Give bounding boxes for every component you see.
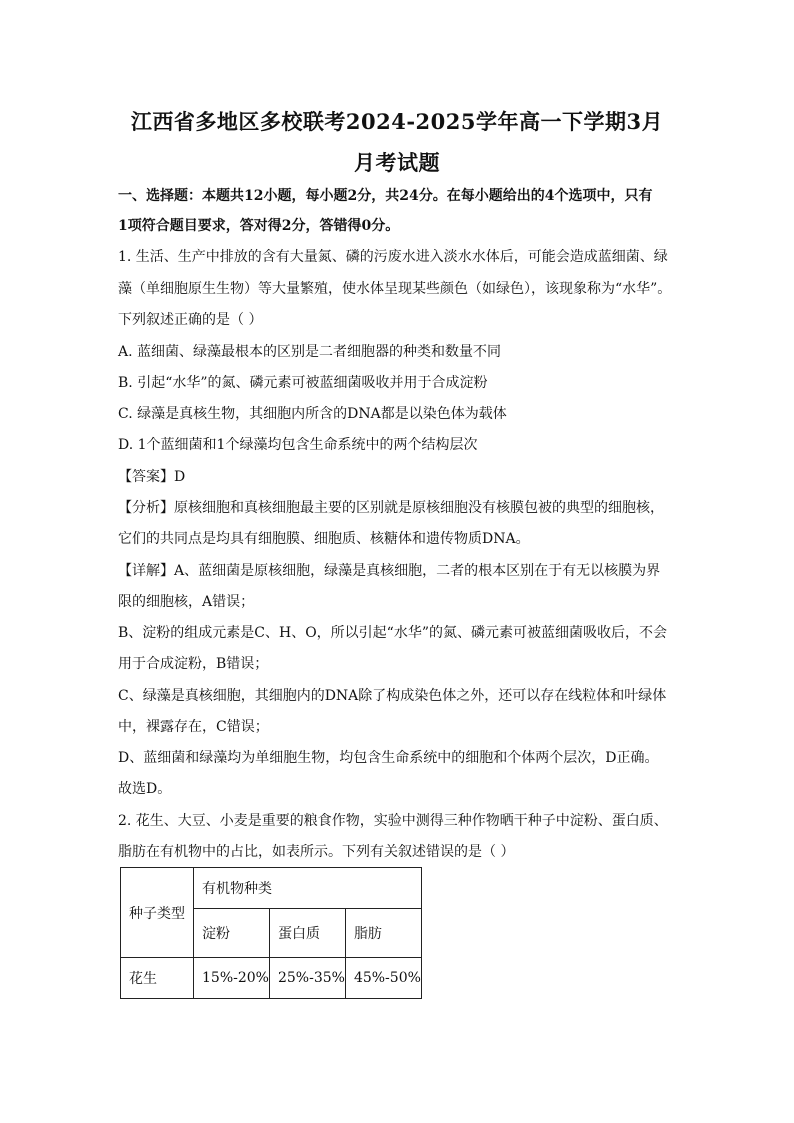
q1-answer: 【答案】D [118,469,186,485]
table-group-header: 有机物种类 [194,868,422,909]
table-cell: 15%-20% [194,958,270,999]
section-heading-line2: 1项符合题目要求，答对得2分，答错得0分。 [118,218,400,234]
q1-detail-line: 用于合成淀粉，B错误； [118,656,269,672]
seed-composition-table [120,867,422,999]
q1-stem-line: 下列叙述正确的是（ ） [118,312,263,328]
q1-detail-line: 故选D。 [118,781,172,797]
exam-title-line1: 江西省多地区多校联考2024-2025学年高一下学期3月 [130,109,664,134]
q2-stem-line: 2. 花生、大豆、小麦是重要的粮食作物，实验中测得三种作物晒干种子中淀粉、蛋白质、 [118,813,668,829]
q1-detail-line: 中，裸露存在，C错误； [118,719,269,735]
q1-option-d: D. 1个蓝细菌和1个绿藻均包含生命系统中的两个结构层次 [118,437,478,453]
q1-analysis-line: 它们的共同点是均具有细胞膜、细胞质、核糖体和遗传物质DNA。 [118,531,530,547]
table-column-header: 淀粉 [194,909,270,958]
exam-title-line2: 月考试题 [354,150,440,175]
q1-analysis-line: 【分析】原核细胞和真核细胞最主要的区别就是原核细胞没有核膜包被的典型的细胞核， [118,500,664,516]
q1-option-b: B. 引起“水华”的氮、磷元素可被蓝细菌吸收并用于合成淀粉 [118,375,488,391]
q1-detail-line: 【详解】A、蓝细菌是原核细胞，绿藻是真核细胞，二者的根本区别在于有无以核膜为界 [118,563,661,579]
q1-option-a: A. 蓝细菌、绿藻最根本的区别是二者细胞器的种类和数量不同 [118,344,502,360]
q2-stem-line: 脂肪在有机物中的占比，如表所示。下列有关叙述错误的是（ ） [118,844,515,860]
section-heading-line1: 一、选择题：本题共12小题，每小题2分，共24分。在每小题给出的4个选项中，只有 [118,188,653,204]
q1-detail-line: 限的细胞核，A错误； [118,594,255,610]
table-row [121,958,422,999]
table-column-header: 蛋白质 [269,909,345,958]
table-row-label: 花生 [121,958,194,999]
q1-detail-line: D、蓝细菌和绿藻均为单细胞生物，均包含生命系统中的细胞和个体两个层次，D正确。 [118,750,659,766]
table-row-header: 种子类型 [121,868,194,958]
q1-detail-line: B、淀粉的组成元素是C、H、O，所以引起“水华”的氮、磷元素可被蓝细菌吸收后，不会 [118,625,667,641]
table-column-header: 脂肪 [345,909,421,958]
table-cell: 45%-50% [345,958,421,999]
q1-option-c: C. 绿藻是真核生物，其细胞内所含的DNA都是以染色体为载体 [118,406,507,422]
q1-stem-line: 1. 生活、生产中排放的含有大量氮、磷的污废水进入淡水水体后，可能会造成蓝细菌、绿 [118,249,668,265]
q1-stem-line: 藻（单细胞原生生物）等大量繁殖，使水体呈现某些颜色（如绿色），该现象称为“水华”。 [118,281,672,297]
table-cell: 25%-35% [269,958,345,999]
q1-detail-line: C、绿藻是真核细胞，其细胞内的DNA除了构成染色体之外，还可以存在线粒体和叶绿体 [118,688,667,704]
